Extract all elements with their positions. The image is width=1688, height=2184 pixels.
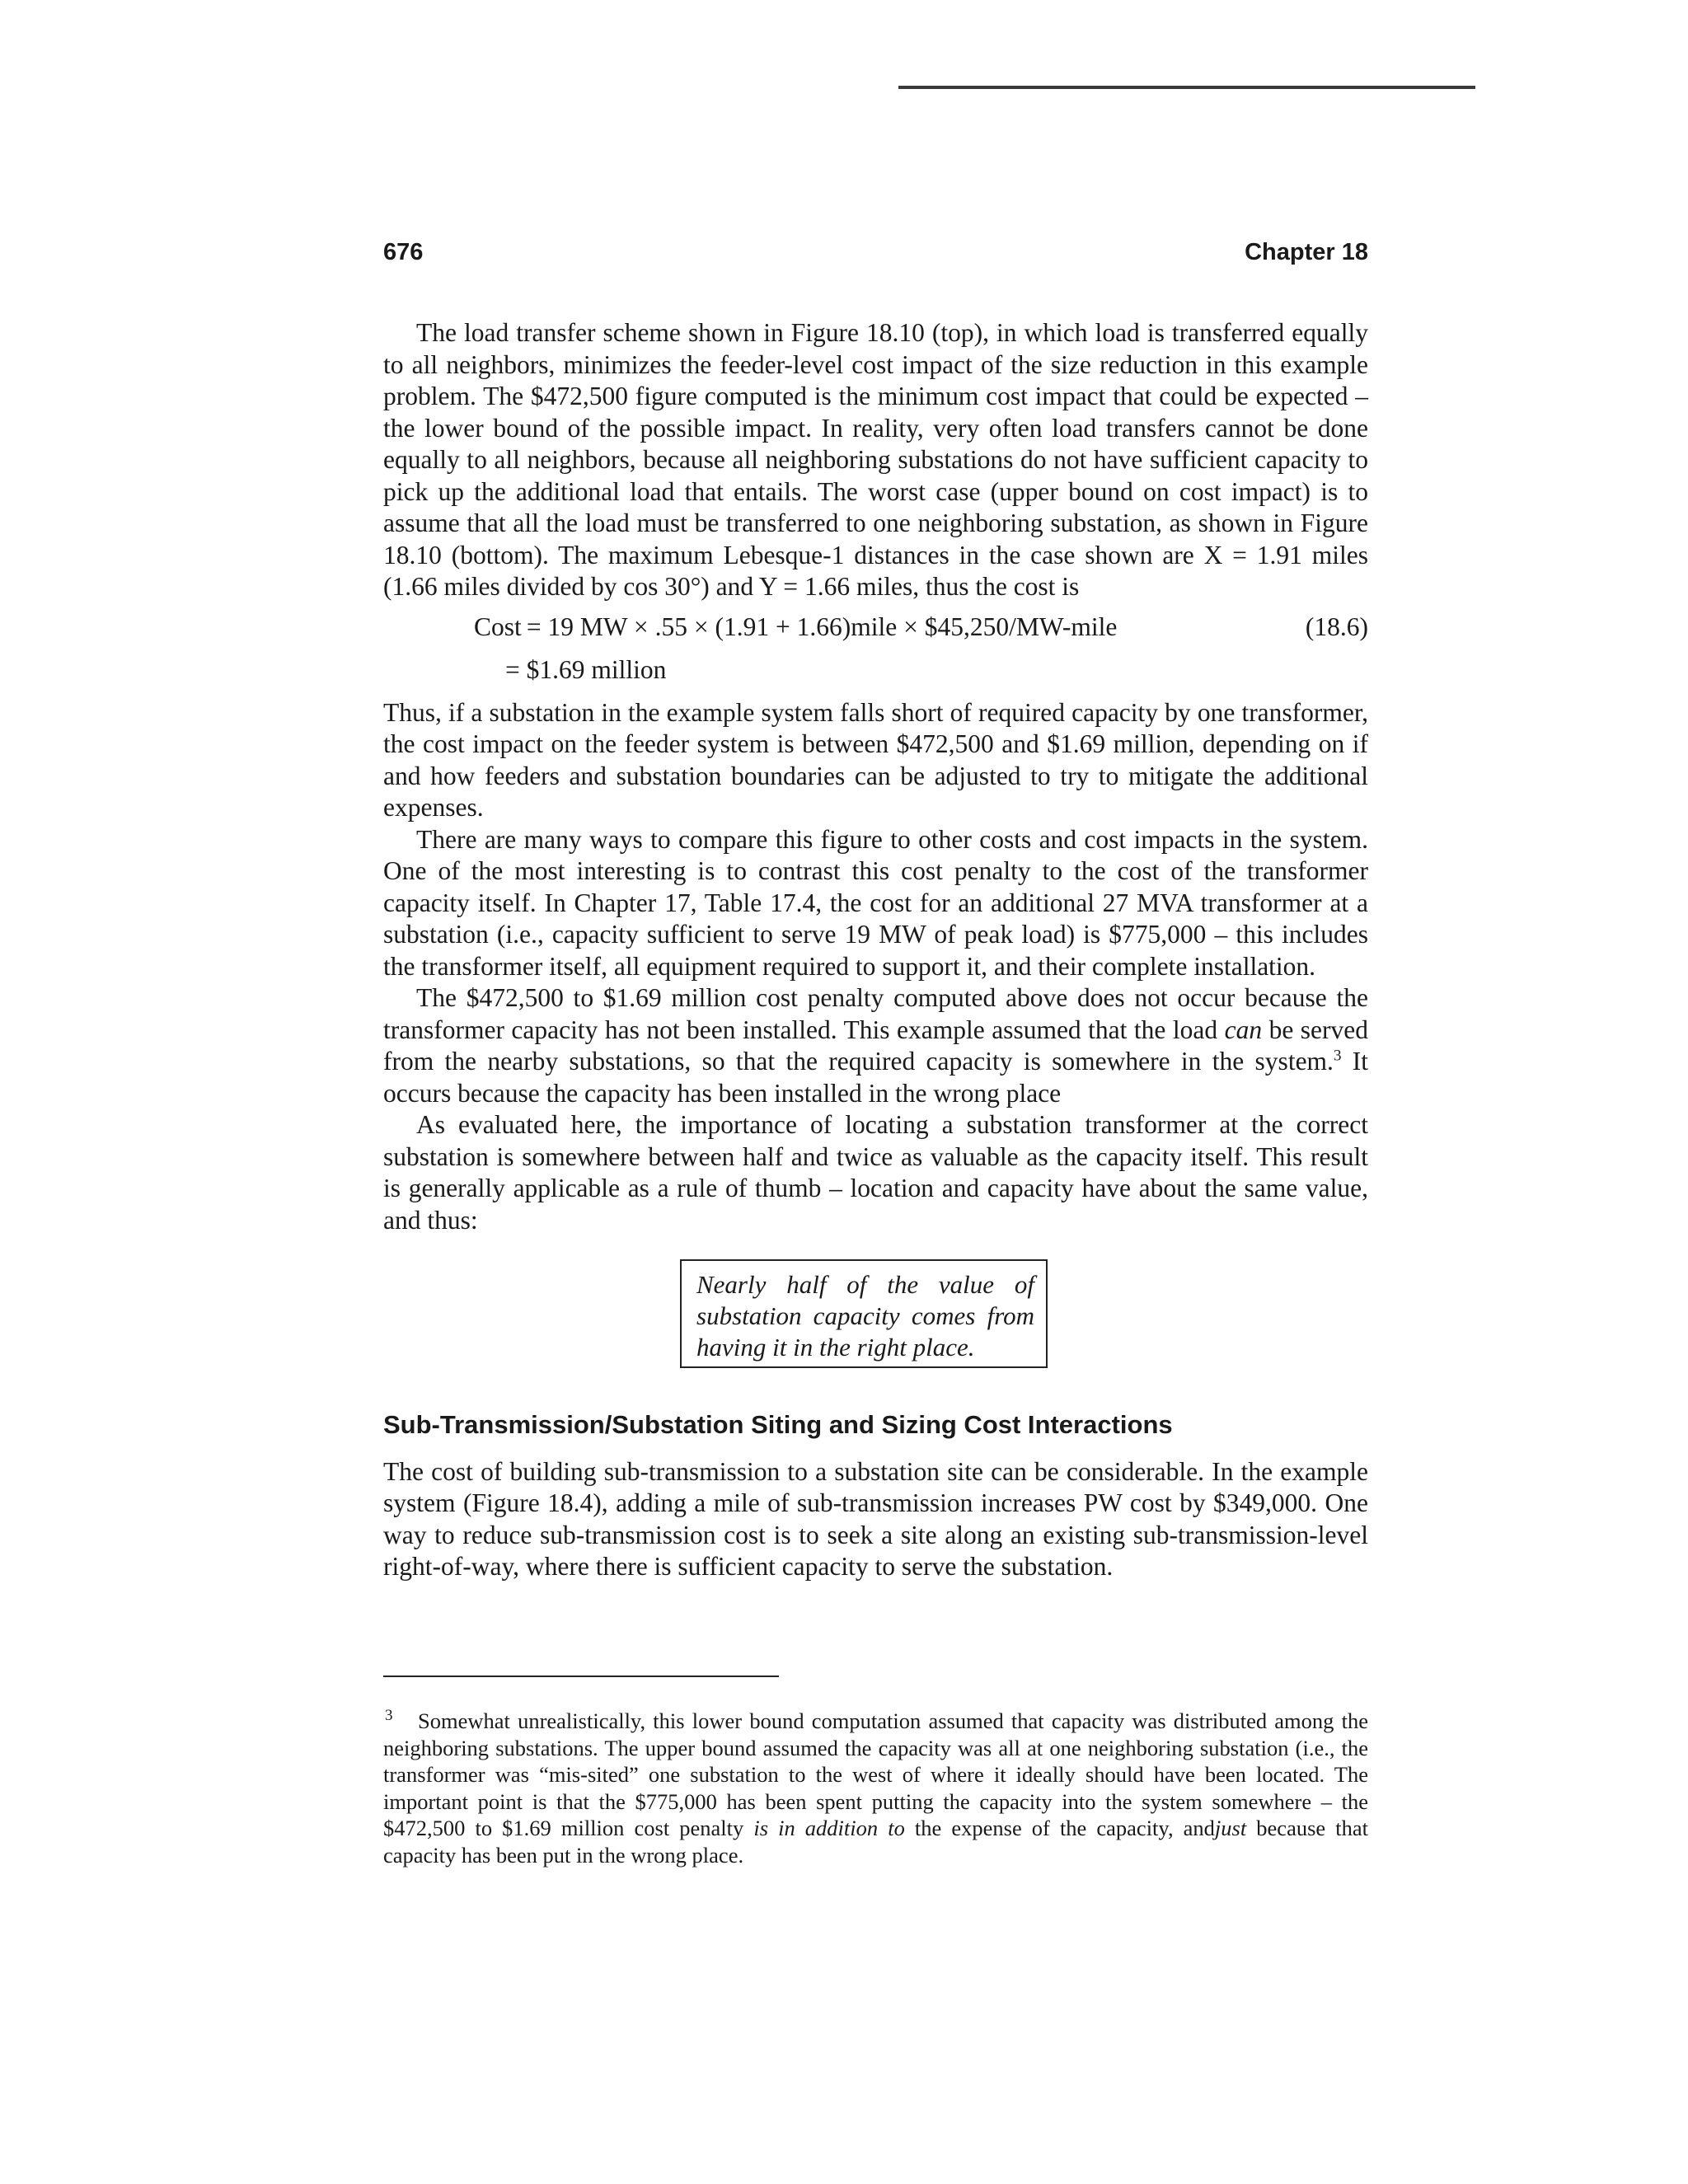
body-text xyxy=(383,317,1368,1583)
equation-line-2 xyxy=(505,654,666,687)
equation-rhs-2: = $1.69 million xyxy=(505,654,667,684)
top-rule xyxy=(898,86,1475,89)
paragraph-5: As evaluated here, the importance of locating a substation transformer at the correct substation is somewhere between half and twice as valuable as the capacity itself. This result is generally applicable as a rule of thumb – location and capacity have about the same value, and thus: xyxy=(383,1110,1368,1235)
section-heading: Sub-Transmission/Substation Siting and Sizing Cost Interactions xyxy=(383,1410,1173,1439)
paragraph-3: There are many ways to compare this figure to other costs and cost impacts in the system. One of the most interesting is to contrast this cost penalty to the cost of the transformer capacity itself. In Chapter 17, Table 17.4, the cost for an additional 27 MVA transformer at a substation (i.e., capacity sufficient to serve 19 MW of peak load) is $775,000 – this includes the transformer itself, all equipment required to support it, and their complete installation. xyxy=(383,824,1368,981)
chapter-title: Chapter 18 xyxy=(1245,239,1368,265)
equation-number: (18.6) xyxy=(1305,612,1368,641)
footnote-emphasis-2: just xyxy=(1214,1816,1247,1840)
footnote-text-b: the expense of the capacity, and xyxy=(904,1816,1215,1840)
callout-container xyxy=(383,1259,1368,1368)
equation-18-6 xyxy=(383,612,1368,691)
paragraph-2: Thus, if a substation in the example system falls short of required capacity by one transformer, the cost impact on the feeder system is between $472,500 and $1.69 million, depending on if and how feeders and substation boundaries can be adjusted to try to mitigate the additional expenses. xyxy=(383,697,1368,822)
equation-line-1 xyxy=(474,612,1117,644)
paragraph-4 xyxy=(383,982,1368,1109)
footnote-text-a: Somewhat unrealistically, this lower bound computation assumed that capacity was distributed among the neighboring substations. The upper bound assumed the capacity was all at one neighboring substation (i.e., the transformer was “mis-sited” one substation to the west of where it ideally should have been located. The important point is that the $775,000 has been spent putting the capacity into the system somewhere – the $472,500 to $1.69 million cost penalty xyxy=(383,1708,1368,1840)
footnote xyxy=(383,1708,1368,1868)
footnote-text xyxy=(383,1708,1368,1868)
paragraph-4-text-b: be served from the nearby substations, so that the required capacity is somewhere in the system. xyxy=(383,1015,1368,1076)
page-number: 676 xyxy=(383,239,424,265)
paragraph-1: The load transfer scheme shown in Figure 18.10 (top), in which load is transferred equally to all neighbors, minimizes the feeder-level cost impact of the size reduction in this example problem. The $472,500 figure computed is the minimum cost impact that could be expected – the lower bound of the possible impact. In reality, very often load transfers cannot be done equally to all neighbors, because all neighboring substations do not have sufficient capacity to pick up the additional load that entails. The worst case (upper bound on cost impact) is to assume that all the load must be transferred to one neighboring substation, as shown in Figure 18.10 (bottom). The maximum Lebesque-1 distances in the case shown are X = 1.91 miles (1.66 miles divided by cos 30°) and Y = 1.66 miles, thus the cost is xyxy=(383,318,1368,601)
paragraph-6: The cost of building sub-transmission to a substation site can be considerable. In the example system (Figure 18.4), adding a mile of sub-transmission increases PW cost by $349,000. One way to reduce sub-transmission cost is to seek a site along an existing sub-transmission-level right-of-way, where there is sufficient capacity to serve the substation. xyxy=(383,1456,1368,1581)
paragraph-4-text-c: It occurs because the capacity has been installed in the wrong place xyxy=(383,1047,1369,1108)
paragraph-4-emphasis: can xyxy=(1224,1015,1263,1044)
callout-box: Nearly half of the value of substation capacity comes from having it in the right place. xyxy=(680,1259,1048,1368)
equation-rhs-1: = 19 MW × .55 × (1.91 + 1.66)mile × $45,250/MW-mile xyxy=(526,612,1118,641)
footnote-mark: 3 xyxy=(385,1707,393,1724)
running-head xyxy=(383,239,1368,272)
footnote-reference: 3 xyxy=(1333,1047,1342,1065)
footnote-emphasis-1: is in addition to xyxy=(753,1816,905,1840)
footnote-text-c: because that capacity has been put in the wrong place. xyxy=(383,1816,1368,1868)
footnote-rule xyxy=(383,1675,779,1677)
equation-lhs: Cost xyxy=(474,612,522,641)
paragraph-4-text-a: The $472,500 to $1.69 million cost penalty computed above does not occur because the transformer capacity has not been installed. This example assumed that the load xyxy=(383,983,1368,1044)
